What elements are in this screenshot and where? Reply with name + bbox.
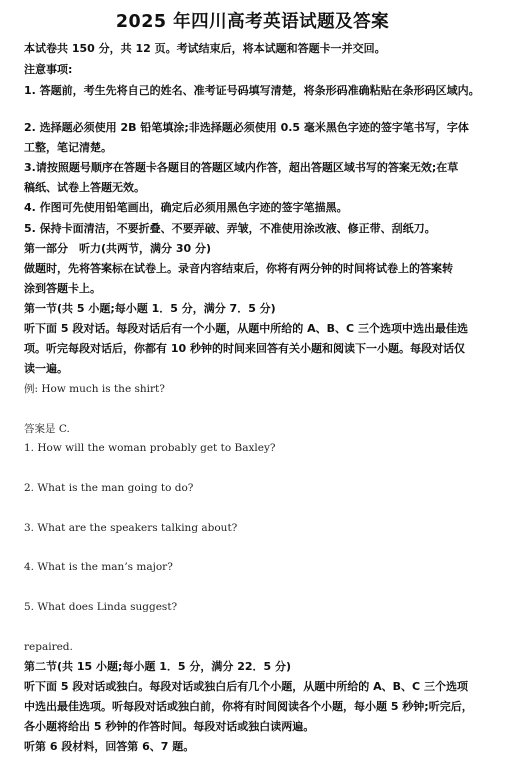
intro-text: 本试卷共 150 分，共 12 页。考试结束后，将本试题和答题卡一并交回。 bbox=[24, 42, 386, 55]
notice-5: 5. 保持卡面清洁，不要折叠、不要弄破、弄皱，不准使用涂改液、修正带、刮纸刀。 bbox=[24, 222, 436, 235]
notice-3: 3.请按照题号顺序在答题卡各题目的答题区域内作答，超出答题区域书写的答案无效;在草 bbox=[24, 161, 459, 174]
section1-instruction-2: 项。听完每段对话后，你都有 10 秒钟的时间来回答有关小题和阅读下一小题。每段对话仅 bbox=[24, 342, 465, 355]
notice-3-wrap: 稿纸、试卷上答题无效。 bbox=[24, 181, 145, 194]
question-1: 1. How will the woman probably get to Baxley? bbox=[24, 442, 276, 454]
page-title: 2025 年四川高考英语试题及答案 bbox=[115, 12, 390, 32]
example-question: 例: How much is the shirt? bbox=[24, 383, 165, 395]
question-5: 5. What does Linda suggest? bbox=[24, 601, 178, 613]
part1-heading: 第一部分 听力(共两节，满分 30 分) bbox=[24, 242, 212, 255]
question-3: 3. What are the speakers talking about? bbox=[24, 522, 238, 534]
section1-heading: 第一节(共 5 小题;每小题 1．5 分，满分 7．5 分) bbox=[24, 302, 276, 315]
section1-instruction-3: 读一遍。 bbox=[24, 362, 68, 375]
part1-instruction-wrap: 涂到答题卡上。 bbox=[24, 282, 101, 295]
section2-instruction-2: 中选出最佳选项。听每段对话或独白前，你将有时间阅读各个小题，每小题 5 秒钟;听完后， bbox=[24, 700, 473, 713]
notice-2: 2. 选择题必须使用 2B 铅笔填涂;非选择题必须使用 0.5 毫米黑色字迹的签字笔书写，字体 bbox=[24, 121, 469, 134]
section2-last-line: 听第 6 段材料，回答第 6、7 题。 bbox=[24, 740, 195, 753]
example-answer: 答案是 C. bbox=[24, 423, 70, 435]
notice-1: 1. 答题前，考生先将自己的姓名、准考证号码填写清楚，将条形码准确粘贴在条形码区域内。 bbox=[24, 84, 480, 97]
question-4: 4. What is the man’s major? bbox=[24, 561, 173, 573]
part1-instruction: 做题时，先将答案标在试卷上。录音内容结束后，你将有两分钟的时间将试卷上的答案转 bbox=[24, 262, 453, 275]
notice-2-wrap: 工整，笔记清楚。 bbox=[24, 141, 112, 154]
question-2: 2. What is the man going to do? bbox=[24, 482, 194, 494]
section1-instruction: 听下面 5 段对话。每段对话后有一个小题，从题中所给的 A、B、C 三个选项中选出最佳选 bbox=[24, 322, 468, 335]
notice-4: 4. 作图可先使用铅笔画出，确定后必须用黑色字迹的签字笔描黑。 bbox=[24, 201, 348, 214]
section2-instruction-3: 各小题将给出 5 秒钟的作答时间。每段对话或独白读两遍。 bbox=[24, 720, 315, 733]
section2-heading: 第二节(共 15 小题;每小题 1．5 分，满分 22．5 分) bbox=[24, 660, 292, 673]
notice-heading: 注意事项: bbox=[24, 63, 73, 76]
question-5-wrap: repaired. bbox=[24, 641, 73, 653]
section2-instruction: 听下面 5 段对话或独白。每段对话或独白后有几个小题，从题中所给的 A、B、C 三个选项 bbox=[24, 680, 468, 693]
